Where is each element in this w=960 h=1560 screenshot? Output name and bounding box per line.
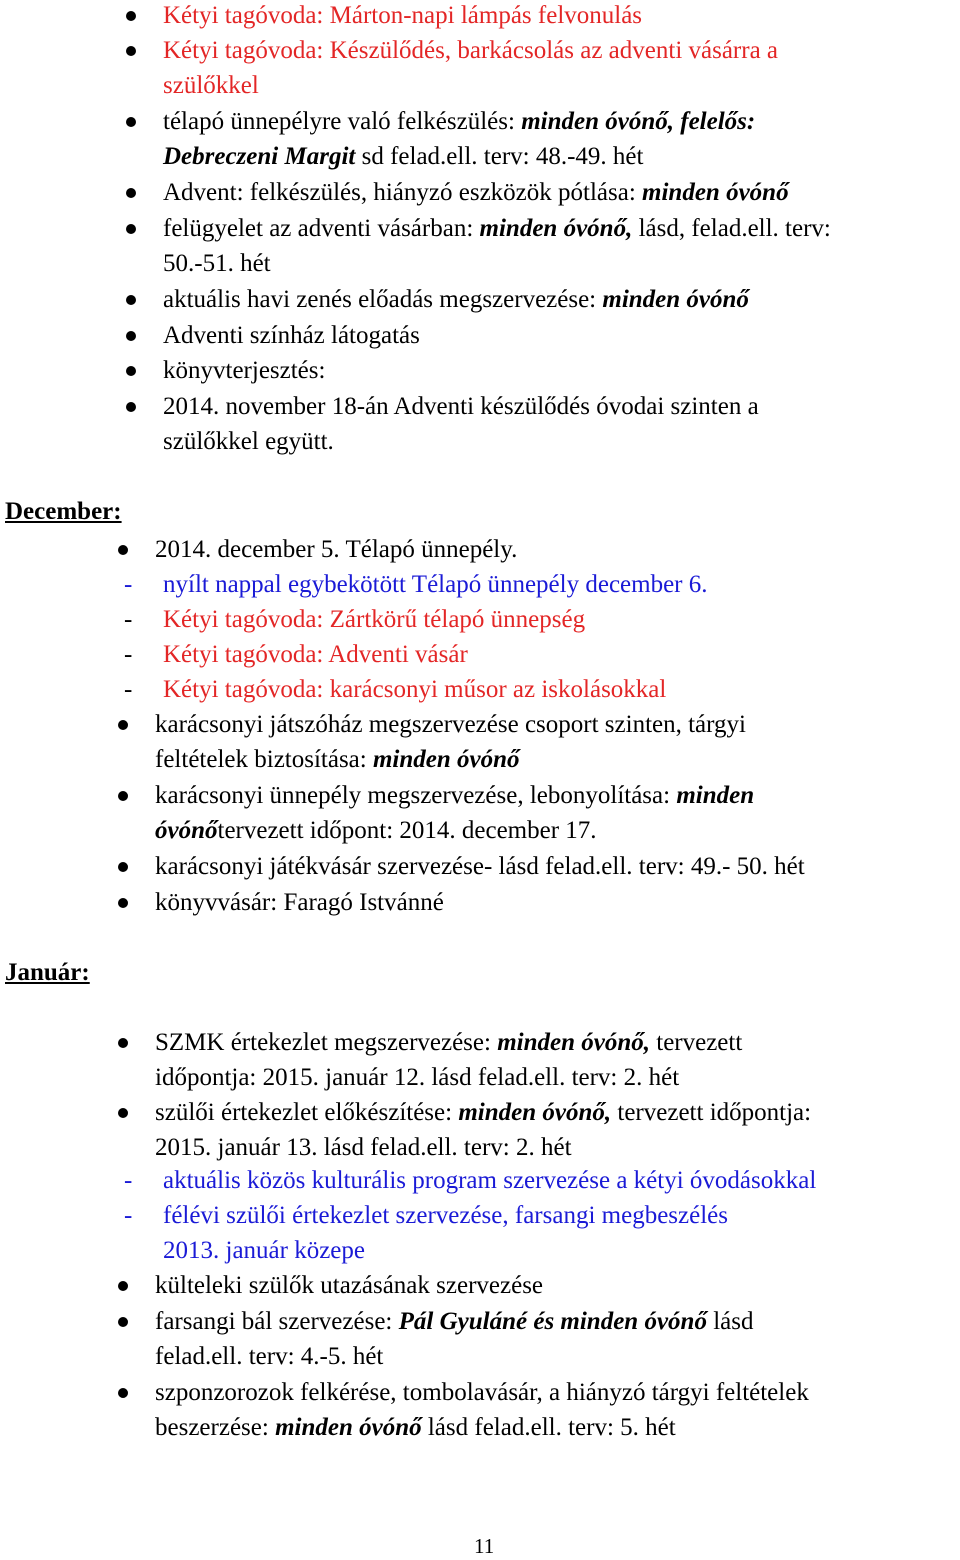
text-segment: szponzorozok felkérése, tombolavásár, a hiányzó tárgyi feltételek bbox=[155, 1379, 809, 1406]
list-item-d7-line1 bbox=[155, 778, 754, 813]
list-item-j4-line2 bbox=[163, 1233, 365, 1268]
bullet-icon bbox=[118, 1108, 128, 1118]
text-segment: Kétyi tagóvoda: Zártkörű télapó ünnepség bbox=[163, 606, 586, 633]
text-segment: SZMK értekezlet megszervezése: bbox=[155, 1029, 498, 1056]
list-item-n3-line2 bbox=[163, 139, 643, 174]
text-segment: karácsonyi játszóház megszervezése csoport szinten, tárgyi bbox=[155, 711, 746, 738]
text-segment: 50.-51. hét bbox=[163, 250, 271, 277]
bullet-icon bbox=[126, 224, 136, 234]
text-segment: félévi szülői értekezlet szervezése, farsangi megbeszélés bbox=[163, 1202, 728, 1229]
list-item-n6 bbox=[163, 282, 749, 317]
list-item-d7-line2 bbox=[155, 813, 597, 848]
list-item-n9-line2 bbox=[163, 424, 334, 459]
list-item-n5-line2 bbox=[163, 246, 271, 281]
list-item-d6-line2 bbox=[155, 742, 520, 777]
text-segment: óvónő bbox=[155, 817, 218, 844]
bullet-icon bbox=[118, 898, 128, 908]
list-item-d2 bbox=[163, 567, 708, 602]
text-segment: minden óvónő, bbox=[458, 1099, 612, 1126]
text-segment: Kétyi tagóvoda: Márton-napi lámpás felvonulás bbox=[163, 2, 643, 29]
text-segment: minden óvónő bbox=[372, 746, 520, 773]
text-segment: minden óvónő bbox=[642, 179, 789, 206]
text-segment: 2014. december 5. Télapó ünnepély. bbox=[155, 536, 518, 563]
list-item-d9 bbox=[155, 885, 444, 920]
text-segment: feltételek biztosítása: bbox=[155, 746, 373, 773]
list-item-j6-line2 bbox=[155, 1339, 383, 1374]
text-segment: felügyelet az adventi vásárban: bbox=[163, 215, 480, 242]
list-item-j1-line2 bbox=[155, 1060, 679, 1095]
bullet-icon bbox=[126, 366, 136, 376]
text-segment: nyílt nappal egybekötött Télapó ünnepély december 6. bbox=[163, 571, 708, 598]
text-segment: 2013. január közepe bbox=[163, 1237, 366, 1264]
bullet-icon bbox=[118, 545, 128, 555]
bullet-icon bbox=[118, 720, 128, 730]
bullet-icon bbox=[126, 188, 136, 198]
text-segment: könyvvásár: Faragó Istvánné bbox=[155, 889, 444, 916]
list-item-n5-line1 bbox=[163, 211, 831, 246]
text-segment: Adventi színház látogatás bbox=[163, 322, 420, 349]
page-number: 11 bbox=[474, 1534, 495, 1558]
list-item-d6-line1 bbox=[155, 707, 746, 742]
text-segment: tervezett időpontja: bbox=[611, 1099, 812, 1126]
list-item-n9-line1 bbox=[163, 389, 759, 424]
text-segment: könyvterjesztés: bbox=[163, 357, 326, 384]
list-item-n2-line2 bbox=[163, 68, 259, 103]
text-segment: szülőkkel együtt. bbox=[163, 428, 334, 455]
text-segment: Advent: felkészülés, hiányzó eszközök pótlása: bbox=[163, 179, 643, 206]
text-segment: lásd felad.ell. terv: 5. hét bbox=[421, 1414, 676, 1441]
section-heading-december: December: bbox=[5, 498, 122, 525]
list-item-n4 bbox=[163, 175, 789, 210]
bullet-icon bbox=[126, 117, 136, 127]
text-segment: tervezett bbox=[650, 1029, 743, 1056]
list-item-d4 bbox=[163, 637, 468, 672]
bullet-icon bbox=[118, 862, 128, 872]
text-segment: minden óvónő, felelős: bbox=[521, 108, 756, 135]
list-item-j2-line2 bbox=[155, 1130, 572, 1165]
list-item-n7 bbox=[163, 318, 420, 353]
list-item-j7-line2 bbox=[155, 1410, 676, 1445]
text-segment: időpontja: 2015. január 12. lásd felad.ell. terv: 2. hét bbox=[155, 1064, 680, 1091]
text-segment: 2014. november 18-án Adventi készülődés óvodai szinten a bbox=[163, 393, 759, 420]
text-segment: Kétyi tagóvoda: karácsonyi műsor az iskolásokkal bbox=[163, 676, 667, 703]
text-segment: külteleki szülők utazásának szervezése bbox=[155, 1272, 544, 1299]
text-segment: minden óvónő bbox=[602, 286, 749, 313]
text-segment: karácsonyi játékvásár szervezése- lásd felad.ell. terv: 49.- 50. hét bbox=[155, 853, 805, 880]
text-segment: lásd bbox=[706, 1308, 754, 1335]
text-segment: minden óvónő bbox=[275, 1414, 422, 1441]
list-item-n8 bbox=[163, 353, 325, 388]
list-item-j7-line1 bbox=[155, 1375, 809, 1410]
bullet-icon bbox=[126, 295, 136, 305]
bullet-icon bbox=[118, 791, 128, 801]
dash-marker: - bbox=[124, 571, 133, 598]
dash-marker: - bbox=[124, 641, 133, 668]
bullet-icon bbox=[126, 402, 136, 412]
text-segment: aktuális közös kulturális program szervezése a kétyi óvodásokkal bbox=[163, 1167, 817, 1194]
dash-marker: - bbox=[124, 1167, 133, 1194]
list-item-n1 bbox=[163, 0, 642, 33]
bullet-icon bbox=[126, 46, 136, 56]
text-segment: beszerzése: bbox=[155, 1414, 276, 1441]
text-segment: télapó ünnepélyre való felkészülés: bbox=[163, 108, 522, 135]
list-item-d3 bbox=[163, 602, 585, 637]
list-item-j1-line1 bbox=[155, 1025, 742, 1060]
text-segment: minden bbox=[676, 782, 755, 809]
text-segment: minden óvónő, bbox=[479, 215, 633, 242]
text-segment: Kétyi tagóvoda: Adventi vásár bbox=[163, 641, 468, 668]
text-segment: szülői értekezlet előkészítése: bbox=[155, 1099, 459, 1126]
bullet-icon bbox=[118, 1038, 128, 1048]
list-item-d8 bbox=[155, 849, 805, 884]
bullet-icon bbox=[118, 1388, 128, 1398]
text-segment: Pál Gyuláné és minden óvónő bbox=[398, 1308, 707, 1335]
text-segment: karácsonyi ünnepély megszervezése, lebonyolítása: bbox=[155, 782, 677, 809]
text-segment: aktuális havi zenés előadás megszervezése: bbox=[163, 286, 603, 313]
text-segment: felad.ell. terv: 4.-5. hét bbox=[155, 1343, 384, 1370]
list-item-n3-line1 bbox=[163, 104, 755, 139]
list-item-d1 bbox=[155, 532, 517, 567]
text-segment: tervezett időpont: 2014. december 17. bbox=[217, 817, 597, 844]
text-segment: Debreczeni Margit bbox=[163, 143, 356, 170]
list-item-j3 bbox=[163, 1163, 816, 1198]
list-item-j6-line1 bbox=[155, 1304, 754, 1339]
dash-marker: - bbox=[124, 1202, 133, 1229]
text-segment: lásd, felad.ell. terv: bbox=[632, 215, 831, 242]
section-heading-january: Január: bbox=[5, 959, 90, 986]
text-segment: szülőkkel bbox=[163, 72, 259, 99]
dash-marker: - bbox=[124, 676, 133, 703]
text-segment: farsangi bál szervezése: bbox=[155, 1308, 399, 1335]
list-item-n2-line1 bbox=[163, 33, 778, 68]
text-segment: sd felad.ell. terv: 48.-49. hét bbox=[355, 143, 644, 170]
bullet-icon bbox=[118, 1281, 128, 1291]
list-item-j5 bbox=[155, 1268, 543, 1303]
text-segment: 2015. január 13. lásd felad.ell. terv: 2. hét bbox=[155, 1134, 572, 1161]
list-item-j4-line1 bbox=[163, 1198, 728, 1233]
list-item-d5 bbox=[163, 672, 666, 707]
text-segment: minden óvónő, bbox=[497, 1029, 650, 1056]
list-item-j2-line1 bbox=[155, 1095, 811, 1130]
bullet-icon bbox=[126, 331, 136, 341]
text-segment: Kétyi tagóvoda: Készülődés, barkácsolás az adventi vásárra a bbox=[163, 37, 779, 64]
bullet-icon bbox=[126, 11, 136, 21]
dash-marker: - bbox=[124, 606, 133, 633]
bullet-icon bbox=[118, 1317, 128, 1327]
